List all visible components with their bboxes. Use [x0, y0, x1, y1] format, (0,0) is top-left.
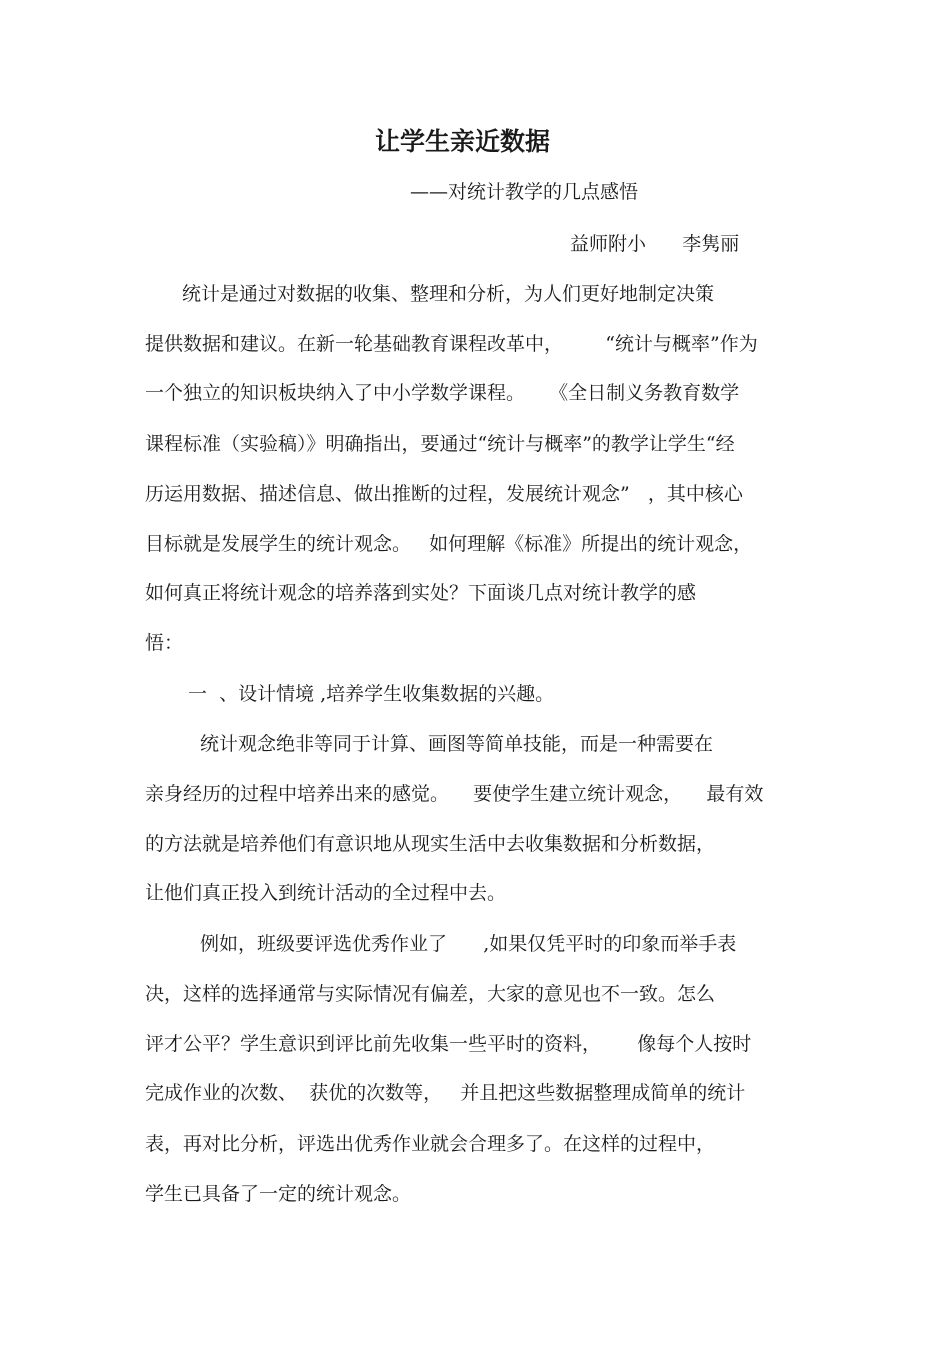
- paragraph-line: 学生已具备了一定的统计观念。: [145, 1183, 412, 1205]
- paragraph-line: 统计是通过对数据的收集、整理和分析，为人们更好地制定决策: [182, 283, 715, 305]
- paragraph-line: 目标就是发展学生的统计观念。 如何理解《标准》所提出的统计观念，: [145, 533, 753, 555]
- paragraph-line: 提供数据和建议。在新一轮基础教育课程改革中， “统计与概率”作为: [145, 333, 758, 355]
- document-subtitle: ——对统计教学的几点感悟: [410, 181, 639, 203]
- paragraph-line: 的方法就是培养他们有意识地从现实生活中去收集数据和分析数据，: [145, 833, 716, 855]
- document-title: 让学生亲近数据: [375, 127, 551, 156]
- section-heading: 一 、设计情境 ,培养学生收集数据的兴趣。: [188, 683, 555, 705]
- paragraph-line: 一个独立的知识板块纳入了中小学数学课程。 《全日制义务教育数学: [145, 382, 740, 404]
- paragraph-line: 例如，班级要评选优秀作业了 ,如果仅凭平时的印象而举手表: [200, 933, 737, 955]
- paragraph-line: 评才公平？学生意识到评比前先收集一些平时的资料， 像每个人按时: [145, 1033, 752, 1055]
- author-line: 益师附小 李隽丽: [570, 233, 740, 255]
- paragraph-line: 统计观念绝非等同于计算、画图等简单技能，而是一种需要在: [200, 733, 714, 755]
- paragraph-line: 完成作业的次数、 获优的次数等， 并且把这些数据整理成简单的统计: [145, 1082, 746, 1104]
- paragraph-line: 悟：: [145, 632, 184, 654]
- paragraph-line: 课程标准（实验稿）》明确指出，要通过“统计与概率”的教学让学生“经: [145, 433, 735, 455]
- paragraph-line: 让他们真正投入到统计活动的全过程中去。: [145, 882, 507, 904]
- paragraph-line: 决，这样的选择通常与实际情况有偏差，大家的意见也不一致。怎么: [145, 983, 716, 1005]
- paragraph-line: 历运用数据、描述信息、做出推断的过程，发展统计观念” ，其中核心: [145, 483, 743, 505]
- paragraph-line: 亲身经历的过程中培养出来的感觉。 要使学生建立统计观念， 最有效: [145, 783, 764, 805]
- paragraph-line: 表，再对比分析，评选出优秀作业就会合理多了。在这样的过程中，: [145, 1133, 716, 1155]
- paragraph-line: 如何真正将统计观念的培养落到实处？下面谈几点对统计教学的感: [145, 582, 697, 604]
